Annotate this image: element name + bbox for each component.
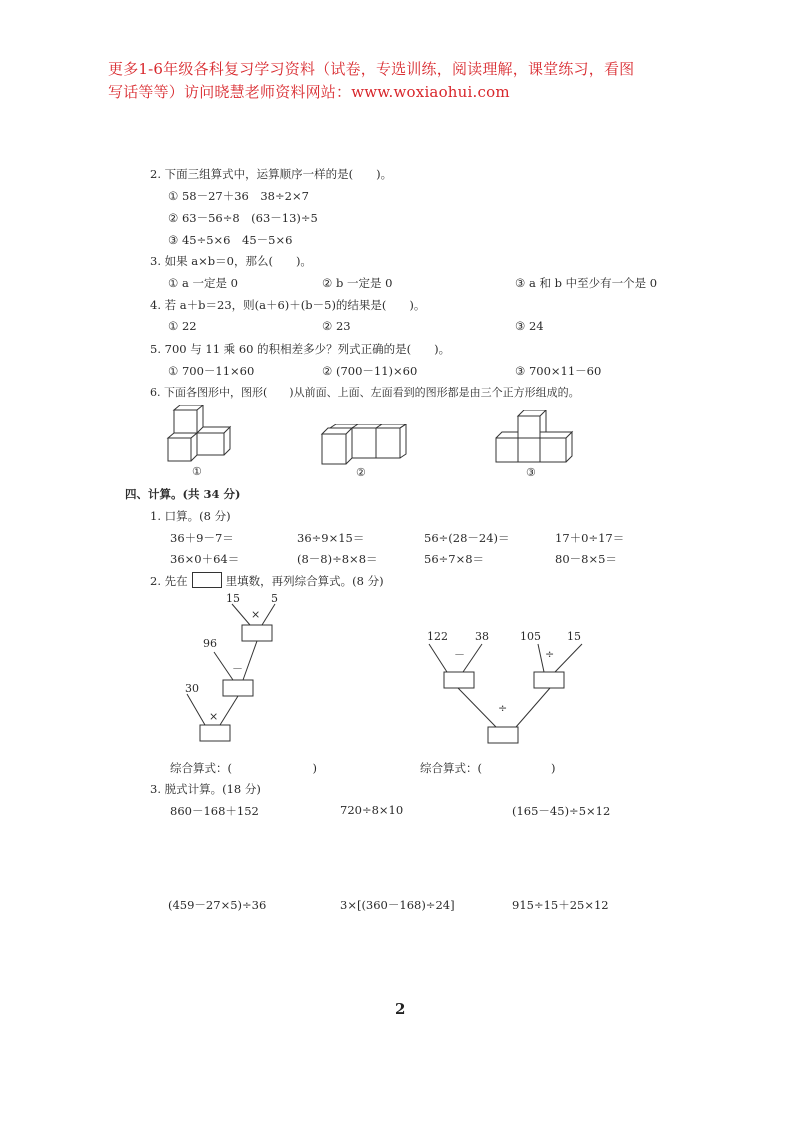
blank-box-icon	[192, 572, 222, 588]
tree2-number-38: 38	[475, 630, 489, 643]
page-number: 2	[395, 1000, 406, 1018]
cube-figure-2	[318, 424, 410, 466]
stepcalc-1-3: (165－45)÷5×12	[512, 804, 611, 818]
q5-option-1: ① 700－11×60	[168, 364, 255, 378]
tree1-number-96: 96	[203, 637, 217, 650]
q2-option-1: ① 58－27＋36 38÷2×7	[168, 189, 309, 203]
stepcalc-2-3: 915÷15＋25×12	[512, 898, 609, 912]
oral-2-4: 80－8×5＝	[555, 552, 617, 566]
q3-option-1: ① a 一定是 0	[168, 276, 238, 290]
q2-stem: 2. 下面三组算式中，运算顺序一样的是( )。	[150, 167, 393, 181]
figure-1-label: ①	[192, 465, 202, 478]
q3-option-2: ② b 一定是 0	[322, 276, 393, 290]
promo-line-2: 写话等等）访问晓慧老师资料网站：www.woxiaohui.com	[108, 83, 510, 101]
stepcalc-2-1: (459－27×5)÷36	[168, 898, 267, 912]
figure-2-label: ②	[356, 466, 366, 479]
promo-line-1: 更多1-6年级各科复习学习资料（试卷，专选训练，阅读理解，课堂练习，看图	[108, 60, 635, 78]
part-3-title: 3. 脱式计算。(18 分)	[150, 782, 261, 796]
oral-1-1: 36＋9－7＝	[170, 531, 234, 545]
q2-option-2: ② 63－56÷8 (63－13)÷5	[168, 211, 318, 225]
tree2-op-divide: ÷	[545, 648, 555, 661]
oral-2-1: 36×0＋64＝	[170, 552, 240, 566]
tree1-op-multiply: ×	[251, 608, 261, 621]
oral-1-3: 56÷(28－24)＝	[424, 531, 510, 545]
promo-banner	[108, 58, 708, 104]
part-2-title-after: 里填数，再列综合算式。(8 分)	[225, 574, 384, 588]
q5-option-2: ② (700－11)×60	[322, 364, 418, 378]
figure-3-label: ③	[526, 466, 536, 479]
calc-tree-1	[170, 590, 280, 750]
q5-option-3: ③ 700×11－60	[515, 364, 602, 378]
q4-stem: 4. 若 a＋b＝23，则(a＋6)＋(b－5)的结果是( )。	[150, 298, 426, 312]
tree2-number-15: 15	[567, 630, 581, 643]
part-2-title-before: 2. 先在	[150, 574, 188, 588]
tree2-op-minus: －	[454, 648, 465, 661]
oral-1-2: 36÷9×15＝	[297, 531, 365, 545]
q3-option-3: ③ a 和 b 中至少有一个是 0	[515, 276, 658, 290]
q3-stem: 3. 如果 a×b＝0，那么( )。	[150, 254, 312, 268]
tree1-op-minus: －	[232, 662, 243, 675]
tree1-op-multiply-2: ×	[209, 710, 219, 723]
q4-option-3: ③ 24	[515, 319, 544, 333]
tree1-number-15: 15	[226, 592, 240, 605]
oral-1-4: 17＋0÷17＝	[555, 531, 625, 545]
part-1-title: 1. 口算。(8 分)	[150, 509, 231, 523]
oral-2-2: (8－8)÷8×8＝	[297, 552, 378, 566]
q2-option-3: ③ 45÷5×6 45－5×6	[168, 233, 293, 247]
stepcalc-1-1: 860－168＋152	[170, 804, 259, 818]
q5-stem: 5. 700 与 11 乘 60 的积相差多少？列式正确的是( )。	[150, 342, 451, 356]
q6-stem: 6. 下面各图形中，图形( )从前面、上面、左面看到的图形都是由三个正方形组成的。	[150, 386, 580, 399]
answer-line-2[interactable]: 综合算式：( )	[420, 761, 556, 775]
stepcalc-1-2: 720÷8×10	[340, 803, 404, 817]
tree1-number-30: 30	[185, 682, 199, 695]
q4-option-1: ① 22	[168, 319, 197, 333]
oral-2-3: 56÷7×8＝	[424, 552, 485, 566]
stepcalc-2-2: 3×[(360－168)÷24]	[340, 898, 455, 912]
part-2-title	[150, 572, 384, 589]
answer-line-1[interactable]: 综合算式：( )	[170, 761, 317, 775]
cube-figure-3	[492, 410, 582, 466]
q4-option-2: ② 23	[322, 319, 351, 333]
tree2-number-105: 105	[520, 630, 541, 643]
tree2-number-122: 122	[427, 630, 448, 643]
section-4-title: 四、计算。(共 34 分)	[125, 487, 241, 501]
calc-tree-2	[420, 630, 590, 750]
tree1-number-5: 5	[271, 592, 278, 605]
cube-figure-1	[160, 405, 240, 465]
tree2-op-divide-2: ÷	[498, 702, 508, 715]
